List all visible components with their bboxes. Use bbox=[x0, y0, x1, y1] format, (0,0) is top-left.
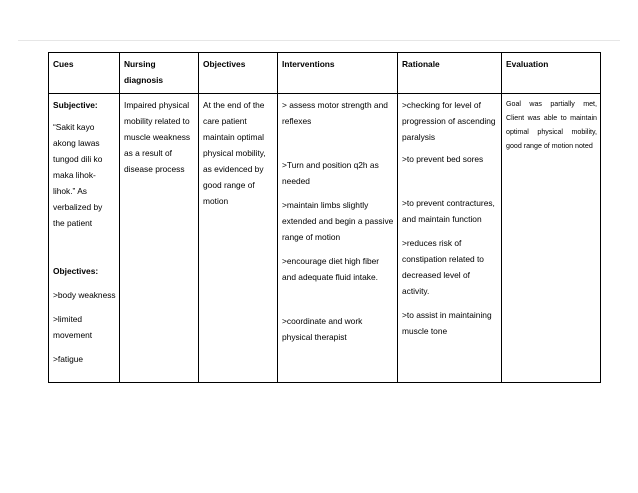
intervention-item: >Turn and position q2h as needed bbox=[282, 160, 379, 186]
header-rationale: Rationale bbox=[398, 53, 502, 94]
objectives-cell bbox=[199, 94, 278, 383]
header-row bbox=[49, 53, 601, 94]
intervention-item: > assess motor strength and reflexes bbox=[282, 100, 388, 126]
objective-cue-item: >limited movement bbox=[53, 314, 93, 340]
patient-quote: “Sakit kayo akong lawas tungod dili ko maka lihok-lihok.” As verbalized by the patient bbox=[53, 122, 103, 228]
objective-cue-item: >body weakness bbox=[53, 290, 116, 300]
header-nursing-diagnosis: Nursing diagnosis bbox=[120, 53, 199, 94]
content-row bbox=[49, 94, 601, 383]
top-divider bbox=[18, 40, 620, 41]
interventions-cell bbox=[278, 94, 398, 383]
evaluation-cell bbox=[502, 94, 601, 383]
rationale-item: >checking for level of progression of ascending paralysis bbox=[402, 100, 496, 142]
objectives-text: At the end of the care patient maintain optimal physical mobility, as evidenced by good range of motion bbox=[203, 100, 266, 206]
intervention-item: >encourage diet high fiber and adequate fluid intake. bbox=[282, 256, 380, 282]
evaluation-text: Goal was partially met, Client was able to maintain optimal physical mobility, good range of motion noted bbox=[506, 100, 597, 150]
diagnosis-cell bbox=[120, 94, 199, 383]
header-interventions: Interventions bbox=[278, 53, 398, 94]
diagnosis-text: Impaired physical mobility related to muscle weakness as a result of disease process bbox=[124, 100, 191, 174]
cues-cell bbox=[49, 94, 120, 383]
intervention-item: >maintain limbs slightly extended and begin a passive range of motion bbox=[282, 200, 394, 242]
rationale-item: >to prevent bed sores bbox=[402, 154, 484, 164]
header-evaluation: Evaluation bbox=[502, 53, 601, 94]
nursing-care-plan-table bbox=[48, 52, 601, 383]
rationale-cell bbox=[398, 94, 502, 383]
rationale-item: >to assist in maintaining muscle tone bbox=[402, 310, 492, 336]
objective-cue-item: >fatigue bbox=[53, 354, 84, 364]
rationale-item: >reduces risk of constipation related to decreased level of activity. bbox=[402, 238, 484, 296]
subjective-label: Subjective: bbox=[53, 100, 98, 110]
header-cues: Cues bbox=[49, 53, 120, 94]
header-objectives: Objectives bbox=[199, 53, 278, 94]
rationale-item: >to prevent contractures, and maintain function bbox=[402, 198, 495, 224]
objective-cues-label: Objectives: bbox=[53, 266, 99, 276]
intervention-item: >coordinate and work physical therapist bbox=[282, 316, 363, 342]
